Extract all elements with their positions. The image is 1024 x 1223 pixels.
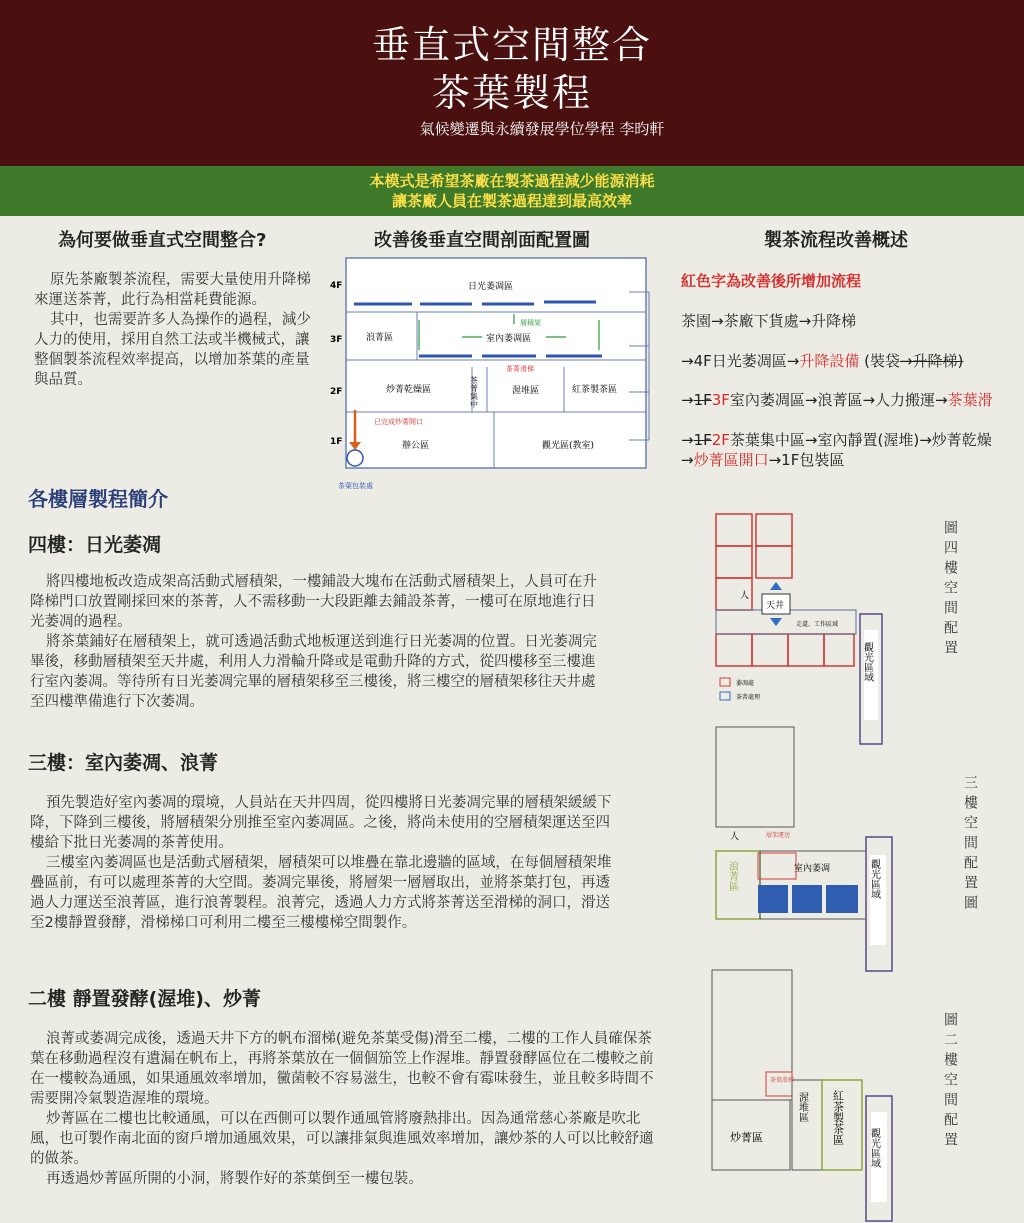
flow-line3 bbox=[681, 389, 993, 410]
flow-heading: 製茶流程改善概述 bbox=[764, 230, 908, 251]
plan4-walkway: 走道、工作區域 bbox=[796, 621, 839, 628]
plan3-person: 人 bbox=[730, 832, 740, 842]
plan4-well: 天井 bbox=[766, 601, 785, 611]
shelf-note: 層積架 bbox=[520, 319, 541, 327]
floor3-p2: 三樓室內萎凋區也是活動式層積架，層積架可以堆疊在靠北邊牆的區域，在每個層積架堆疊區前，有可以處理茶菁的大空間。萎凋完畢後，將層架一層層取出，並將茶葉打包，再透過人力運送至浪菁區，進行浪菁製程。浪菁完，透過人力方式將茶菁送至滑梯的洞口，滑送至2樓靜置發酵，滑梯梯口可利用二樓至三樓樓梯空間製作。 bbox=[30, 855, 612, 931]
floor2-p1: 浪菁或萎凋完成後，透過天井下方的帆布溜梯(避免茶葉受傷)滑至二樓，二樓的工作人員確保茶葉在移動過程沒有遺漏在帆布上，再將茶葉放在一個個笳笠上作渥堆。靜置發酵區位在二樓較之前在一樓較為通風，如果通風效率增加，黴菌較不容易滋生，也較不會有霉味發生，並且較多時間不需要開冷氣製造渥堆的環境。 bbox=[30, 1031, 654, 1107]
slide-note: 茶菁滑梯 bbox=[506, 365, 534, 373]
plan2-slide: 茶葉滑梯 bbox=[770, 1077, 795, 1084]
area-wave-label: 浪菁區 bbox=[366, 333, 394, 343]
flow-l4d: 茶葉集中區→室內靜置(渥堆)→炒菁乾燥 bbox=[729, 431, 992, 449]
plan-4f bbox=[710, 510, 890, 750]
flow-l5c: →1F包裝區 bbox=[768, 451, 845, 469]
area-tour-label: 觀光區(教室) bbox=[542, 441, 595, 451]
floor4-p2: 將茶葉鋪好在層積架上，就可透過活動式地板運送到進行日光萎凋的位置。日光萎凋完畢後，移動層積架至天井處，利用人力滑輪升降或是電動升降的方式，從四樓移至三樓進行室內萎凋。等待所有日光萎凋完畢的層積架移至三樓後，將三樓空的層積架移往天井處至四樓準備進行下次萎凋。 bbox=[30, 634, 597, 710]
flow-l5a: → bbox=[681, 451, 694, 469]
author: 氣候變遷與永續發展學位學程 李昀軒 bbox=[419, 120, 665, 138]
plan4-person: 人 bbox=[740, 591, 750, 601]
flow-l3a: → bbox=[681, 391, 694, 409]
why-text bbox=[34, 270, 314, 390]
floor2-p2: 炒菁區在二樓也比較通風，可以在西側可以製作通風管將廢熱排出。因為通常慈心茶廠是吹北風，也可製作南北面的窗戶增加通風效果，可以讓排氣與進風效率增加，讓炒茶的人可以比較舒適的做茶。 bbox=[30, 1111, 654, 1167]
why-p1: 原先茶廠製茶流程，需要大量使用升降梯來運送茶菁，此行為相當耗費能源。 bbox=[34, 272, 311, 308]
flow-l4b: 1F bbox=[693, 431, 712, 449]
floor2-text bbox=[30, 1029, 658, 1189]
flow-l3e: 茶葉滑 bbox=[947, 391, 993, 409]
packing-label: 茶葉包裝處 bbox=[338, 482, 373, 490]
floor-1f-label: 1F bbox=[330, 437, 343, 447]
goal-banner bbox=[0, 166, 1024, 216]
why-heading: 為何要做垂直式空間整合? bbox=[58, 230, 267, 251]
flow-l4a: → bbox=[681, 431, 694, 449]
floor3-text bbox=[30, 793, 615, 933]
plan2-label: 圖二樓空間配置 bbox=[942, 1012, 958, 1152]
header bbox=[0, 0, 1024, 166]
flow-line4 bbox=[681, 429, 992, 450]
banner-line1: 本模式是希望茶廠在製茶過程減少能源消耗 bbox=[369, 172, 655, 190]
section-heading: 改善後垂直空間剖面配置圖 bbox=[374, 230, 590, 251]
flow-l2a: →4F日光萎凋區→ bbox=[681, 352, 800, 370]
plan-2f bbox=[708, 968, 908, 1223]
flow-note: 紅色字為改善後所增加流程 bbox=[681, 272, 862, 290]
floor-4f-label: 4F bbox=[330, 281, 343, 291]
flow-l2d: →升降梯) bbox=[899, 352, 964, 370]
plan3-wave: 浪菁區 bbox=[726, 861, 738, 891]
flow-l2b: 升降設備 bbox=[799, 352, 860, 370]
floor-3f-label: 3F bbox=[330, 335, 343, 345]
opening-note: 已完成炒菁開口 bbox=[374, 418, 423, 426]
area-collect-label: 茶菁集中 bbox=[469, 376, 479, 408]
flow-l3c: 3F bbox=[711, 391, 730, 409]
plan4-label: 圖四樓空間配置 bbox=[942, 520, 958, 660]
floor4-p1: 將四樓地板改造成架高活動式層積架，一樓鋪設大塊布在活動式層積架上，人員可在升降梯門口放置剛採回來的茶菁，人不需移動一大段距離去鋪設茶菁，一樓可在原地進行日光萎凋的過程。 bbox=[30, 574, 597, 630]
plan2-tour: 觀光區域 bbox=[868, 1128, 880, 1168]
floor3-p1: 預先製造好室內萎凋的環境，人員站在天井四周，從四樓將日光萎凋完畢的層積架緩緩下降，下降到三樓後，將層積架分別推至室內萎凋區。之後，將尚未使用的空層積架運送至四樓給下批日光萎凋的茶菁使用。 bbox=[30, 795, 612, 851]
area-pile-label: 渥堆區 bbox=[512, 386, 540, 396]
plan4-legend2: 茶菁處理 bbox=[736, 694, 761, 701]
area-indoor-label: 室內萎凋區 bbox=[486, 334, 532, 344]
plan3-tour: 觀光區域 bbox=[868, 859, 880, 899]
floor3-heading: 三樓：室內萎凋、浪菁 bbox=[28, 752, 219, 774]
flow-line5 bbox=[681, 449, 844, 470]
plan3-shelf: 層架運送 bbox=[766, 832, 791, 839]
plan-3f bbox=[710, 725, 900, 975]
floor2-heading: 二樓 靜置發酵(渥堆)、炒菁 bbox=[28, 988, 261, 1010]
flow-l5b: 炒菁區開口 bbox=[693, 451, 769, 469]
banner-line2: 讓茶廠人員在製茶過程達到最高效率 bbox=[391, 192, 632, 210]
floors-title: 各樓層製程簡介 bbox=[28, 487, 168, 511]
flow-l3d: 室內萎凋區→浪菁區→人力搬運→ bbox=[729, 391, 948, 409]
plan3-indoor: 室內萎凋 bbox=[794, 864, 831, 874]
plan2-redtea: 紅茶製茶區 bbox=[831, 1090, 845, 1145]
why-p2: 其中，也需要許多人為操作的過程，減少人力的使用，採用自然工法或半機械式，讓整個製茶流程效率提高，以增加茶葉的產量與品質。 bbox=[34, 312, 311, 388]
area-sun-label: 日光萎凋區 bbox=[468, 282, 514, 292]
plan3-label: 三樓空間配置圖 bbox=[962, 775, 978, 915]
area-redtea-label: 紅茶製茶區 bbox=[572, 385, 618, 395]
floor2-p3: 再透過炒菁區所開的小洞，將製作好的茶葉倒至一樓包裝。 bbox=[45, 1171, 423, 1187]
plan2-pile: 渥堆區 bbox=[796, 1092, 808, 1122]
flow-line1: 茶園→茶廠下貨處→升降梯 bbox=[681, 312, 857, 330]
floor4-heading: 四樓：日光萎凋 bbox=[28, 534, 162, 556]
floor-2f-label: 2F bbox=[330, 387, 343, 397]
title-line1: 垂直式空間整合 bbox=[371, 23, 652, 67]
section-diagram bbox=[324, 252, 654, 492]
flow-line2 bbox=[681, 350, 963, 371]
plan4-legend1: 萎凋處 bbox=[736, 680, 755, 687]
plan4-tour: 觀光區域 bbox=[861, 642, 873, 682]
flow-l4c: 2F bbox=[711, 431, 730, 449]
flow-l2c: (裝袋 bbox=[859, 352, 900, 370]
floor4-text bbox=[30, 572, 600, 712]
area-office-label: 辦公區 bbox=[402, 441, 430, 451]
title-line2: 茶葉製程 bbox=[431, 71, 592, 115]
flow-l3b: 1F bbox=[693, 391, 712, 409]
area-fry-label: 炒菁乾燥區 bbox=[386, 385, 432, 395]
plan2-fry: 炒菁區 bbox=[730, 1131, 763, 1144]
